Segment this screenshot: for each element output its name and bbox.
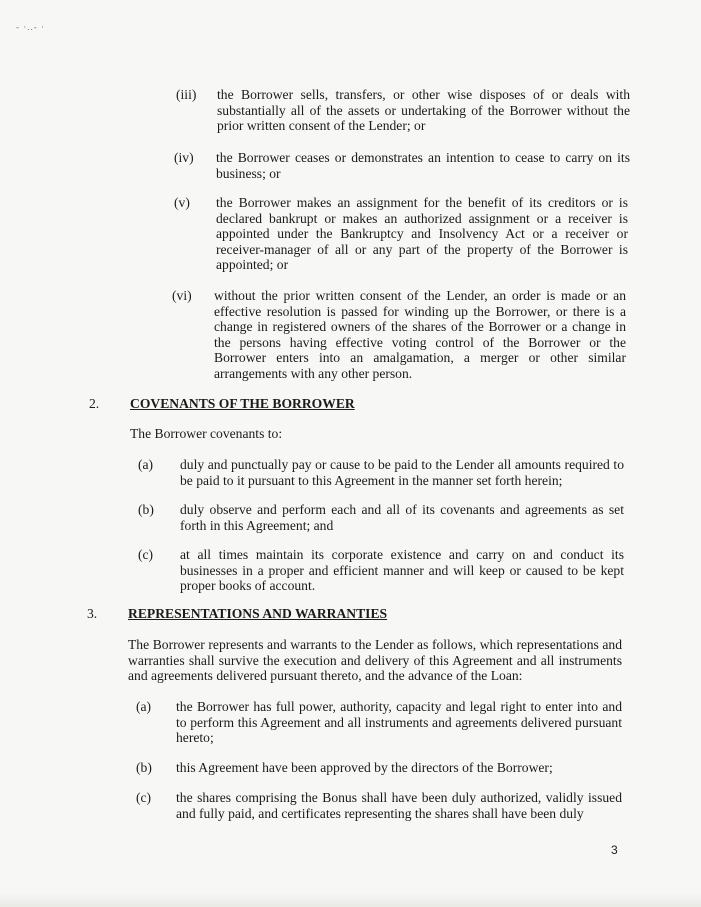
section-3-intro: The Borrower represents and warrants to the Lender as follows, which representations and warranties shall survive the execution and delivery of this Agreement and all instruments and agreements delivered pursuant thereto, and the advance of the Loan:	[128, 637, 622, 683]
item-text: the Borrower has full power, authority, capacity and legal right to enter into and to perform this Agreement and all instruments and agreements delivered pursuant hereto;	[176, 699, 622, 745]
clause-number: (iii)	[176, 87, 197, 102]
clause-text: the Borrower sells, transfers, or other wise disposes of or deals with substantially all of the assets or undertaking of the Borrower without the prior written consent of the Lender; or	[217, 87, 630, 133]
item-number: (c)	[136, 790, 152, 805]
item-number: (b)	[136, 760, 152, 775]
scan-mark: - ·..- ·	[16, 22, 45, 32]
clause-text: the Borrower ceases or demonstrates an intention to cease to carry on its business; or	[216, 150, 630, 181]
item-number: (c)	[138, 547, 154, 562]
page-number: 3	[611, 843, 618, 857]
clause-number: (vi)	[172, 288, 192, 303]
item-text: at all times maintain its corporate existence and carry on and conduct its businesses in a proper and efficient manner and will keep or caused to be kept proper books of account.	[180, 547, 624, 593]
item-number: (a)	[138, 457, 154, 472]
page-bottom-edge	[0, 893, 701, 907]
section-3-title: REPRESENTATIONS AND WARRANTIES	[128, 606, 388, 621]
item-text: duly observe and perform each and all of its covenants and agreements as set forth in this Agreement; and	[180, 502, 624, 533]
section-3-number: 3.	[87, 606, 98, 621]
item-number: (b)	[138, 502, 154, 517]
clause-number: (iv)	[174, 150, 194, 165]
item-text: this Agreement have been approved by the directors of the Borrower;	[176, 760, 553, 775]
section-2-title: COVENANTS OF THE BORROWER	[130, 396, 355, 411]
clause-text: the Borrower makes an assignment for the benefit of its creditors or is declared bankrupt or makes an authorized assignment or a receiver is appointed under the Bankruptcy and Insolvency Act or a receiver or receiver-manager of all or any part of the property of the Borrower is appointed; or	[216, 195, 628, 272]
clause-text: without the prior written consent of the Lender, an order is made or an effective resolution is passed for winding up the Borrower, or there is a change in registered owners of the shares of the Borrower or a change in the persons having effective voting control of the Borrower or the Borrower enters into an amalgamation, a merger or other similar arrangements with any other person.	[214, 288, 626, 381]
item-text: the shares comprising the Bonus shall have been duly authorized, validly issued and fully paid, and certificates representing the shares shall have been duly	[176, 790, 622, 821]
clause-number: (v)	[174, 195, 190, 210]
item-number: (a)	[136, 699, 152, 714]
item-text: duly and punctually pay or cause to be paid to the Lender all amounts required to be paid to it pursuant to this Agreement in the manner set forth herein;	[180, 457, 624, 488]
section-2-number: 2.	[89, 396, 100, 411]
section-2-intro: The Borrower covenants to:	[130, 426, 283, 441]
